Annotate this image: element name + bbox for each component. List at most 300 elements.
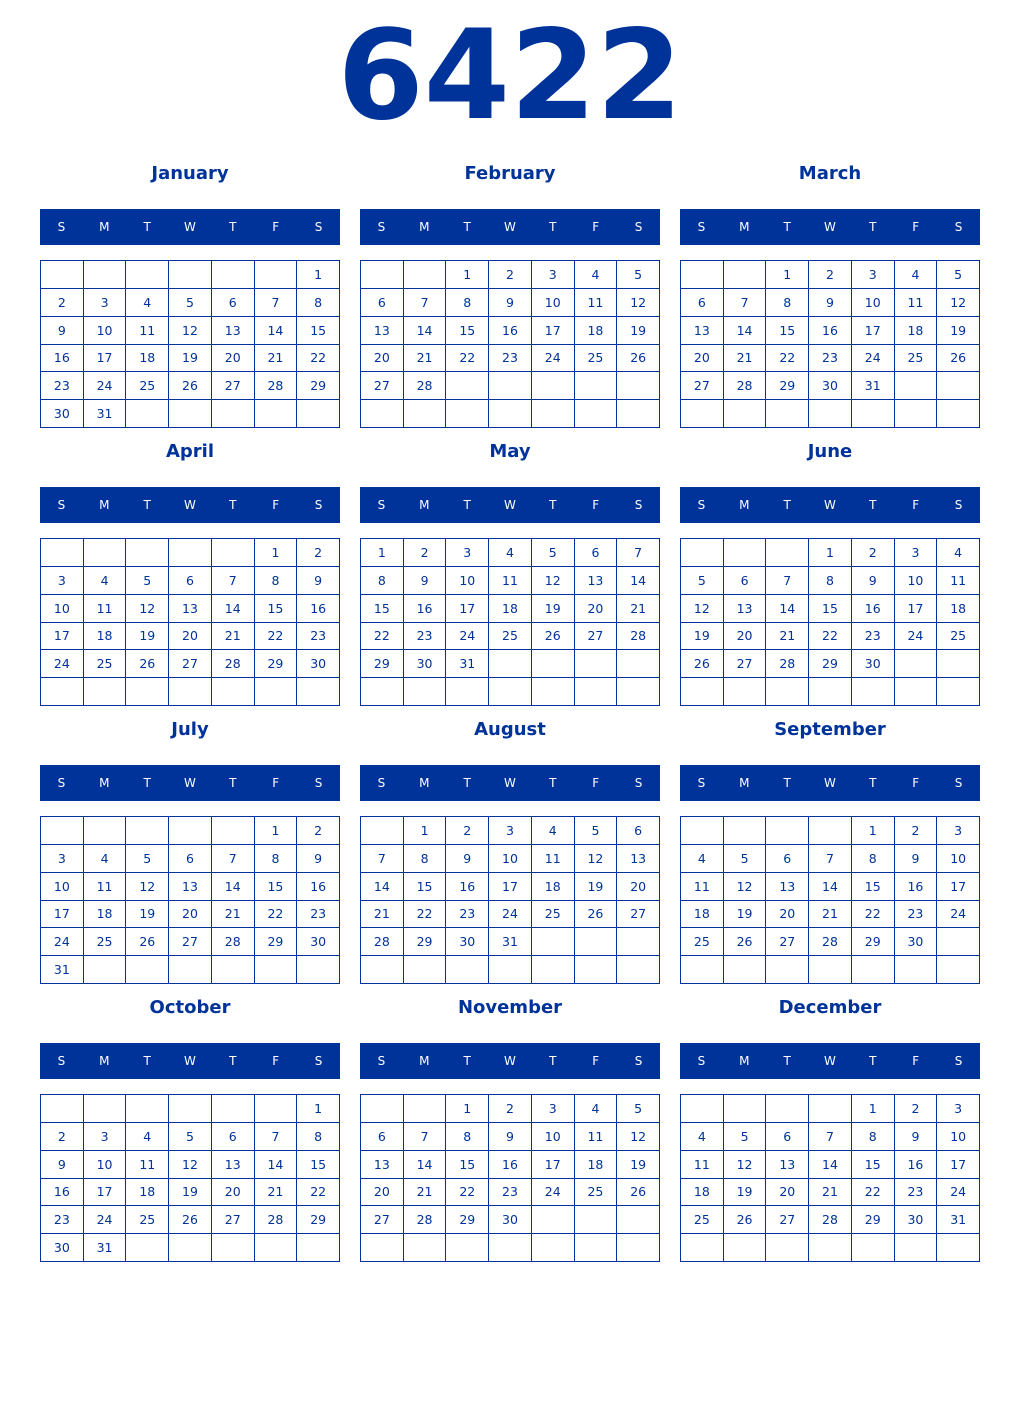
day-cell[interactable]: 16 [809,317,852,345]
day-cell[interactable]: 24 [852,345,895,373]
day-cell[interactable]: 22 [255,901,298,929]
day-cell[interactable]: 13 [169,873,212,901]
day-cell[interactable]: 25 [681,928,724,956]
day-cell[interactable]: 6 [766,845,809,873]
day-cell[interactable]: 15 [446,1151,489,1179]
day-cell[interactable]: 31 [937,1206,980,1234]
day-cell[interactable]: 28 [212,928,255,956]
day-cell[interactable]: 27 [766,928,809,956]
day-cell[interactable]: 11 [532,845,575,873]
day-cell[interactable]: 24 [895,623,938,651]
day-cell[interactable]: 30 [297,650,340,678]
day-cell[interactable]: 28 [617,623,660,651]
day-cell[interactable]: 13 [766,873,809,901]
day-cell[interactable]: 26 [126,650,169,678]
day-cell[interactable]: 1 [297,261,340,289]
day-cell[interactable]: 15 [255,873,298,901]
day-cell[interactable]: 18 [489,595,532,623]
day-cell[interactable]: 8 [446,1123,489,1151]
day-cell[interactable]: 2 [297,817,340,845]
day-cell[interactable]: 27 [766,1206,809,1234]
day-cell[interactable]: 3 [532,261,575,289]
day-cell[interactable]: 31 [446,650,489,678]
day-cell[interactable]: 1 [809,539,852,567]
day-cell[interactable]: 9 [809,289,852,317]
day-cell[interactable]: 18 [575,317,618,345]
day-cell[interactable]: 20 [212,1179,255,1207]
day-cell[interactable]: 6 [724,567,767,595]
day-cell[interactable]: 7 [404,1123,447,1151]
day-cell[interactable]: 3 [84,1123,127,1151]
day-cell[interactable]: 21 [361,901,404,929]
day-cell[interactable]: 25 [126,1206,169,1234]
day-cell[interactable]: 19 [617,1151,660,1179]
day-cell[interactable]: 4 [84,845,127,873]
day-cell[interactable]: 16 [489,1151,532,1179]
day-cell[interactable]: 29 [297,372,340,400]
day-cell[interactable]: 9 [489,1123,532,1151]
day-cell[interactable]: 3 [937,1095,980,1123]
day-cell[interactable]: 20 [724,623,767,651]
day-cell[interactable]: 30 [895,928,938,956]
day-cell[interactable]: 11 [937,567,980,595]
day-cell[interactable]: 8 [766,289,809,317]
day-cell[interactable]: 22 [446,345,489,373]
day-cell[interactable]: 30 [852,650,895,678]
day-cell[interactable]: 10 [84,317,127,345]
day-cell[interactable]: 6 [169,845,212,873]
day-cell[interactable]: 12 [724,1151,767,1179]
day-cell[interactable]: 15 [852,1151,895,1179]
day-cell[interactable]: 4 [937,539,980,567]
day-cell[interactable]: 14 [212,873,255,901]
day-cell[interactable]: 10 [41,873,84,901]
day-cell[interactable]: 14 [361,873,404,901]
day-cell[interactable]: 18 [84,901,127,929]
day-cell[interactable]: 24 [446,623,489,651]
day-cell[interactable]: 8 [852,1123,895,1151]
day-cell[interactable]: 21 [724,345,767,373]
day-cell[interactable]: 31 [489,928,532,956]
day-cell[interactable]: 12 [617,1123,660,1151]
day-cell[interactable]: 19 [937,317,980,345]
day-cell[interactable]: 15 [297,1151,340,1179]
day-cell[interactable]: 12 [126,595,169,623]
day-cell[interactable]: 25 [126,372,169,400]
day-cell[interactable]: 23 [41,1206,84,1234]
day-cell[interactable]: 23 [895,1179,938,1207]
day-cell[interactable]: 7 [724,289,767,317]
day-cell[interactable]: 5 [937,261,980,289]
day-cell[interactable]: 19 [724,1179,767,1207]
day-cell[interactable]: 19 [681,623,724,651]
day-cell[interactable]: 29 [852,1206,895,1234]
day-cell[interactable]: 13 [617,845,660,873]
day-cell[interactable]: 19 [126,901,169,929]
day-cell[interactable]: 22 [852,901,895,929]
day-cell[interactable]: 18 [84,623,127,651]
day-cell[interactable]: 7 [809,1123,852,1151]
day-cell[interactable]: 23 [809,345,852,373]
day-cell[interactable]: 2 [446,817,489,845]
day-cell[interactable]: 11 [126,1151,169,1179]
day-cell[interactable]: 27 [169,650,212,678]
day-cell[interactable]: 13 [361,317,404,345]
day-cell[interactable]: 28 [404,1206,447,1234]
day-cell[interactable]: 30 [489,1206,532,1234]
day-cell[interactable]: 16 [489,317,532,345]
day-cell[interactable]: 12 [617,289,660,317]
day-cell[interactable]: 6 [681,289,724,317]
day-cell[interactable]: 26 [937,345,980,373]
day-cell[interactable]: 28 [212,650,255,678]
day-cell[interactable]: 21 [255,1179,298,1207]
day-cell[interactable]: 14 [404,317,447,345]
day-cell[interactable]: 23 [489,345,532,373]
day-cell[interactable]: 31 [84,1234,127,1262]
day-cell[interactable]: 29 [809,650,852,678]
day-cell[interactable]: 12 [937,289,980,317]
day-cell[interactable]: 17 [852,317,895,345]
day-cell[interactable]: 5 [169,1123,212,1151]
day-cell[interactable]: 25 [575,345,618,373]
day-cell[interactable]: 15 [446,317,489,345]
day-cell[interactable]: 7 [255,289,298,317]
day-cell[interactable]: 3 [532,1095,575,1123]
day-cell[interactable]: 8 [255,567,298,595]
day-cell[interactable]: 18 [126,1179,169,1207]
day-cell[interactable]: 5 [724,1123,767,1151]
day-cell[interactable]: 10 [895,567,938,595]
day-cell[interactable]: 27 [212,1206,255,1234]
day-cell[interactable]: 3 [41,845,84,873]
day-cell[interactable]: 14 [255,1151,298,1179]
day-cell[interactable]: 5 [126,845,169,873]
day-cell[interactable]: 25 [84,650,127,678]
day-cell[interactable]: 14 [809,1151,852,1179]
day-cell[interactable]: 29 [255,650,298,678]
day-cell[interactable]: 28 [255,1206,298,1234]
day-cell[interactable]: 10 [446,567,489,595]
day-cell[interactable]: 14 [724,317,767,345]
day-cell[interactable]: 14 [617,567,660,595]
day-cell[interactable]: 8 [297,289,340,317]
day-cell[interactable]: 18 [532,873,575,901]
day-cell[interactable]: 9 [446,845,489,873]
day-cell[interactable]: 3 [84,289,127,317]
day-cell[interactable]: 27 [361,1206,404,1234]
day-cell[interactable]: 26 [169,1206,212,1234]
day-cell[interactable]: 5 [681,567,724,595]
day-cell[interactable]: 24 [937,1179,980,1207]
day-cell[interactable]: 30 [297,928,340,956]
day-cell[interactable]: 21 [809,901,852,929]
day-cell[interactable]: 23 [297,623,340,651]
day-cell[interactable]: 22 [766,345,809,373]
day-cell[interactable]: 6 [212,289,255,317]
day-cell[interactable]: 30 [895,1206,938,1234]
day-cell[interactable]: 29 [404,928,447,956]
day-cell[interactable]: 23 [895,901,938,929]
day-cell[interactable]: 22 [446,1179,489,1207]
day-cell[interactable]: 4 [126,289,169,317]
day-cell[interactable]: 26 [617,345,660,373]
day-cell[interactable]: 5 [724,845,767,873]
day-cell[interactable]: 1 [852,1095,895,1123]
day-cell[interactable]: 10 [852,289,895,317]
day-cell[interactable]: 14 [766,595,809,623]
day-cell[interactable]: 26 [575,901,618,929]
day-cell[interactable]: 1 [297,1095,340,1123]
day-cell[interactable]: 7 [809,845,852,873]
day-cell[interactable]: 20 [575,595,618,623]
day-cell[interactable]: 9 [895,1123,938,1151]
day-cell[interactable]: 20 [361,1179,404,1207]
day-cell[interactable]: 7 [255,1123,298,1151]
day-cell[interactable]: 20 [212,345,255,373]
day-cell[interactable]: 1 [852,817,895,845]
day-cell[interactable]: 16 [404,595,447,623]
day-cell[interactable]: 5 [126,567,169,595]
day-cell[interactable]: 24 [937,901,980,929]
day-cell[interactable]: 16 [41,345,84,373]
day-cell[interactable]: 26 [724,928,767,956]
day-cell[interactable]: 25 [489,623,532,651]
day-cell[interactable]: 11 [895,289,938,317]
day-cell[interactable]: 22 [852,1179,895,1207]
day-cell[interactable]: 9 [852,567,895,595]
day-cell[interactable]: 19 [724,901,767,929]
day-cell[interactable]: 22 [809,623,852,651]
day-cell[interactable]: 25 [681,1206,724,1234]
day-cell[interactable]: 10 [41,595,84,623]
day-cell[interactable]: 9 [895,845,938,873]
day-cell[interactable]: 15 [809,595,852,623]
day-cell[interactable]: 2 [852,539,895,567]
day-cell[interactable]: 12 [532,567,575,595]
day-cell[interactable]: 13 [575,567,618,595]
day-cell[interactable]: 20 [681,345,724,373]
day-cell[interactable]: 8 [361,567,404,595]
day-cell[interactable]: 8 [297,1123,340,1151]
day-cell[interactable]: 2 [297,539,340,567]
day-cell[interactable]: 1 [446,1095,489,1123]
day-cell[interactable]: 2 [41,289,84,317]
day-cell[interactable]: 29 [766,372,809,400]
day-cell[interactable]: 11 [126,317,169,345]
day-cell[interactable]: 13 [212,317,255,345]
day-cell[interactable]: 22 [404,901,447,929]
day-cell[interactable]: 11 [575,289,618,317]
day-cell[interactable]: 28 [404,372,447,400]
day-cell[interactable]: 11 [681,1151,724,1179]
day-cell[interactable]: 7 [404,289,447,317]
day-cell[interactable]: 23 [297,901,340,929]
day-cell[interactable]: 29 [446,1206,489,1234]
day-cell[interactable]: 21 [617,595,660,623]
day-cell[interactable]: 1 [361,539,404,567]
day-cell[interactable]: 9 [489,289,532,317]
day-cell[interactable]: 28 [361,928,404,956]
day-cell[interactable]: 30 [809,372,852,400]
day-cell[interactable]: 30 [41,400,84,428]
day-cell[interactable]: 3 [41,567,84,595]
day-cell[interactable]: 27 [681,372,724,400]
day-cell[interactable]: 4 [895,261,938,289]
day-cell[interactable]: 19 [126,623,169,651]
day-cell[interactable]: 28 [255,372,298,400]
day-cell[interactable]: 4 [532,817,575,845]
day-cell[interactable]: 22 [361,623,404,651]
day-cell[interactable]: 6 [617,817,660,845]
day-cell[interactable]: 3 [895,539,938,567]
day-cell[interactable]: 11 [84,595,127,623]
day-cell[interactable]: 27 [212,372,255,400]
day-cell[interactable]: 14 [212,595,255,623]
day-cell[interactable]: 4 [575,1095,618,1123]
day-cell[interactable]: 2 [41,1123,84,1151]
day-cell[interactable]: 28 [809,1206,852,1234]
day-cell[interactable]: 29 [852,928,895,956]
day-cell[interactable]: 23 [404,623,447,651]
day-cell[interactable]: 4 [681,1123,724,1151]
day-cell[interactable]: 20 [361,345,404,373]
day-cell[interactable]: 13 [766,1151,809,1179]
day-cell[interactable]: 17 [532,1151,575,1179]
day-cell[interactable]: 5 [532,539,575,567]
day-cell[interactable]: 21 [404,345,447,373]
day-cell[interactable]: 27 [617,901,660,929]
day-cell[interactable]: 8 [852,845,895,873]
day-cell[interactable]: 1 [446,261,489,289]
day-cell[interactable]: 27 [575,623,618,651]
day-cell[interactable]: 9 [297,567,340,595]
day-cell[interactable]: 2 [895,1095,938,1123]
day-cell[interactable]: 4 [126,1123,169,1151]
day-cell[interactable]: 26 [126,928,169,956]
day-cell[interactable]: 25 [937,623,980,651]
day-cell[interactable]: 8 [404,845,447,873]
day-cell[interactable]: 5 [169,289,212,317]
day-cell[interactable]: 20 [617,873,660,901]
day-cell[interactable]: 18 [895,317,938,345]
day-cell[interactable]: 12 [681,595,724,623]
day-cell[interactable]: 21 [212,623,255,651]
day-cell[interactable]: 12 [724,873,767,901]
day-cell[interactable]: 13 [681,317,724,345]
day-cell[interactable]: 19 [575,873,618,901]
day-cell[interactable]: 6 [361,1123,404,1151]
day-cell[interactable]: 31 [41,956,84,984]
day-cell[interactable]: 17 [41,623,84,651]
day-cell[interactable]: 27 [724,650,767,678]
day-cell[interactable]: 18 [681,1179,724,1207]
day-cell[interactable]: 2 [404,539,447,567]
day-cell[interactable]: 9 [404,567,447,595]
day-cell[interactable]: 1 [766,261,809,289]
day-cell[interactable]: 16 [297,873,340,901]
day-cell[interactable]: 19 [532,595,575,623]
day-cell[interactable]: 4 [84,567,127,595]
day-cell[interactable]: 6 [361,289,404,317]
day-cell[interactable]: 18 [575,1151,618,1179]
day-cell[interactable]: 23 [852,623,895,651]
day-cell[interactable]: 3 [446,539,489,567]
day-cell[interactable]: 16 [895,1151,938,1179]
day-cell[interactable]: 10 [937,845,980,873]
day-cell[interactable]: 1 [255,539,298,567]
day-cell[interactable]: 11 [489,567,532,595]
day-cell[interactable]: 5 [617,1095,660,1123]
day-cell[interactable]: 10 [532,289,575,317]
day-cell[interactable]: 7 [766,567,809,595]
day-cell[interactable]: 24 [489,901,532,929]
day-cell[interactable]: 24 [532,345,575,373]
day-cell[interactable]: 18 [681,901,724,929]
day-cell[interactable]: 3 [852,261,895,289]
day-cell[interactable]: 16 [446,873,489,901]
day-cell[interactable]: 20 [766,901,809,929]
day-cell[interactable]: 12 [575,845,618,873]
day-cell[interactable]: 17 [41,901,84,929]
day-cell[interactable]: 8 [809,567,852,595]
day-cell[interactable]: 13 [361,1151,404,1179]
day-cell[interactable]: 22 [297,345,340,373]
day-cell[interactable]: 18 [937,595,980,623]
day-cell[interactable]: 11 [575,1123,618,1151]
day-cell[interactable]: 30 [404,650,447,678]
day-cell[interactable]: 13 [212,1151,255,1179]
day-cell[interactable]: 6 [212,1123,255,1151]
day-cell[interactable]: 12 [126,873,169,901]
day-cell[interactable]: 22 [297,1179,340,1207]
day-cell[interactable]: 10 [489,845,532,873]
day-cell[interactable]: 14 [809,873,852,901]
day-cell[interactable]: 9 [41,317,84,345]
day-cell[interactable]: 10 [532,1123,575,1151]
day-cell[interactable]: 24 [41,650,84,678]
day-cell[interactable]: 17 [489,873,532,901]
day-cell[interactable]: 17 [532,317,575,345]
day-cell[interactable]: 21 [255,345,298,373]
day-cell[interactable]: 26 [724,1206,767,1234]
day-cell[interactable]: 6 [575,539,618,567]
day-cell[interactable]: 16 [41,1179,84,1207]
day-cell[interactable]: 21 [212,901,255,929]
day-cell[interactable]: 7 [617,539,660,567]
day-cell[interactable]: 29 [255,928,298,956]
day-cell[interactable]: 17 [937,1151,980,1179]
day-cell[interactable]: 5 [617,261,660,289]
day-cell[interactable]: 4 [489,539,532,567]
day-cell[interactable]: 19 [169,345,212,373]
day-cell[interactable]: 16 [852,595,895,623]
day-cell[interactable]: 3 [937,817,980,845]
day-cell[interactable]: 28 [724,372,767,400]
day-cell[interactable]: 2 [809,261,852,289]
day-cell[interactable]: 31 [852,372,895,400]
day-cell[interactable]: 7 [361,845,404,873]
day-cell[interactable]: 8 [255,845,298,873]
day-cell[interactable]: 20 [169,623,212,651]
day-cell[interactable]: 15 [852,873,895,901]
day-cell[interactable]: 2 [895,817,938,845]
day-cell[interactable]: 17 [895,595,938,623]
day-cell[interactable]: 29 [297,1206,340,1234]
day-cell[interactable]: 16 [895,873,938,901]
day-cell[interactable]: 5 [575,817,618,845]
day-cell[interactable]: 9 [41,1151,84,1179]
